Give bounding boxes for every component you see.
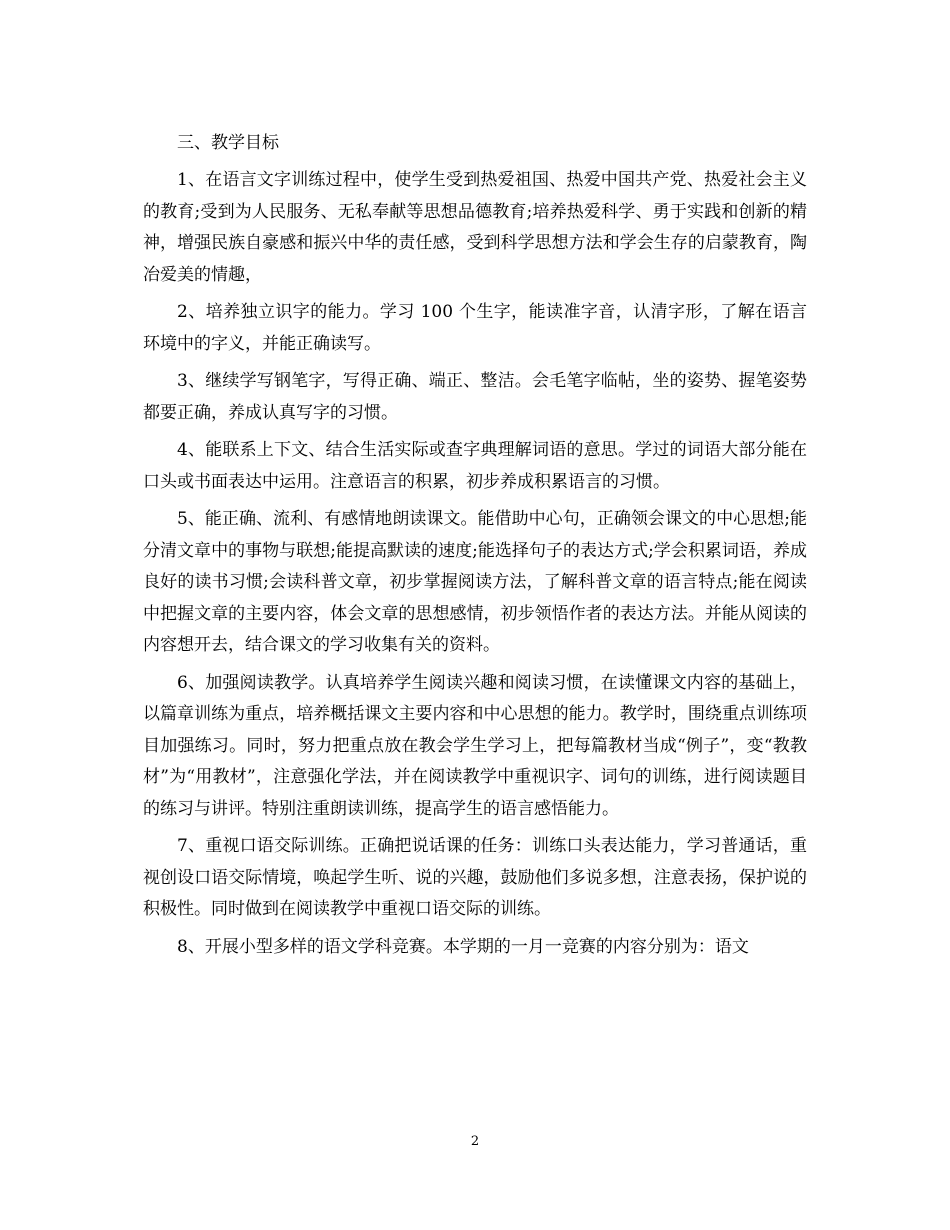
paragraph-goal-8: 8、开展小型多样的语文学科竞赛。本学期的一月一竞赛的内容分别为：语文 [177,936,749,957]
page-number: 2 [470,1134,480,1149]
paragraph-goal-5: 5、能正确、流利、有感情地朗读课文。能借助中心句，正确领会课文的中心思想;能分清文章中的事物与联想;能提高默读的速度;能选择句子的表达方式;学会积累词语，养成良好的读书习惯;会读科普文章，初步掌握阅读方法，了解科普文章的语言特点;能在阅读中把握文章的主要内容，体会文章的思想感情，初步领悟作者的表达方法。并能从阅读的内容想开去，结合课文的学习收集有关的资料。 [143,509,807,655]
paragraph-goal-6: 6、加强阅读教学。认真培养学生阅读兴趣和阅读习惯，在读懂课文内容的基础上，以篇章训练为重点，培养概括课文主要内容和中心思想的能力。教学时，围绕重点训练项目加强练习。同时，努力把重点放在教会学生学习上，把每篇教材当成“例子”，变“教教材”为“用教材”，注意强化学法，并在阅读教学中重视识字、词句的训练，进行阅读题目的练习与讲评。特别注重朗读训练，提高学生的语言感悟能力。 [143,672,807,819]
paragraph-goal-7: 7、重视口语交际训练。正确把说话课的任务：训练口头表达能力，学习普通话，重视创设口语交际情境，唤起学生听、说的兴趣，鼓励他们多说多想，注意表扬，保护说的积极性。同时做到在阅读教学中重视口语交际的训练。 [143,836,807,919]
paragraph-goal-2: 2、培养独立识字的能力。学习 100 个生字，能读准字音，认清字形，了解在语言环境中的字义，并能正确读写。 [143,302,807,354]
section-title: 三、教学目标 [177,133,279,153]
paragraph-goal-1: 1、在语言文字训练过程中，使学生受到热爱祖国、热爱中国共产党、热爱社会主义的教育;受到为人民服务、无私奉献等思想品德教育;培养热爱科学、勇于实践和创新的精神，增强民族自豪感和振兴中华的责任感，受到科学思想方法和学会生存的启蒙教育，陶冶爱美的情趣， [143,170,807,285]
document-body [143,128,807,963]
paragraph-goal-4: 4、能联系上下文、结合生活实际或查字典理解词语的意思。学过的词语大部分能在口头或书面表达中运用。注意语言的积累，初步养成积累语言的习惯。 [143,440,807,492]
paragraph-goal-3: 3、继续学写钢笔字，写得正确、端正、整洁。会毛笔字临帖，坐的姿势、握笔姿势都要正确，养成认真写字的习惯。 [143,371,807,423]
